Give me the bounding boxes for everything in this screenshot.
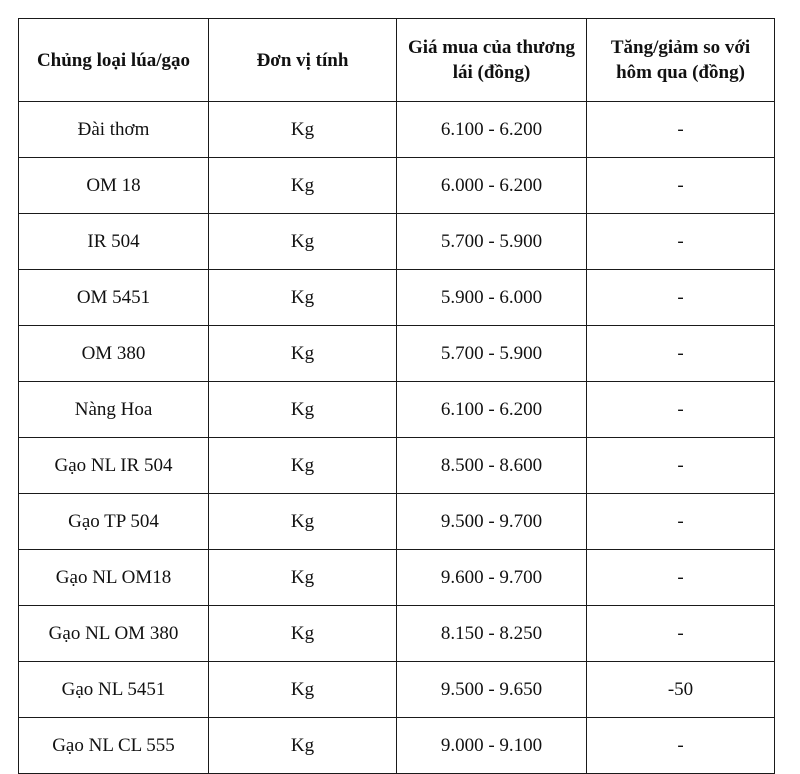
trader-price-cell: 8.500 - 8.600 bbox=[397, 438, 587, 494]
rice-type-cell: Gạo TP 504 bbox=[19, 494, 209, 550]
trader-price-cell: 5.900 - 6.000 bbox=[397, 270, 587, 326]
trader-price-cell: 9.600 - 9.700 bbox=[397, 550, 587, 606]
header-row bbox=[19, 19, 775, 102]
trader-price-cell: 9.500 - 9.650 bbox=[397, 662, 587, 718]
header-daily-change: Tăng/giảm so với hôm qua (đồng) bbox=[587, 19, 775, 102]
table-row bbox=[19, 326, 775, 382]
table-row bbox=[19, 606, 775, 662]
header-unit: Đơn vị tính bbox=[209, 19, 397, 102]
rice-type-cell: Gạo NL OM 380 bbox=[19, 606, 209, 662]
rice-type-cell: OM 5451 bbox=[19, 270, 209, 326]
table-row bbox=[19, 270, 775, 326]
trader-price-cell: 5.700 - 5.900 bbox=[397, 326, 587, 382]
daily-change-cell: - bbox=[587, 270, 775, 326]
table-row bbox=[19, 382, 775, 438]
rice-price-table bbox=[18, 18, 775, 774]
daily-change-cell: - bbox=[587, 158, 775, 214]
unit-cell: Kg bbox=[209, 662, 397, 718]
unit-cell: Kg bbox=[209, 214, 397, 270]
unit-cell: Kg bbox=[209, 438, 397, 494]
daily-change-cell: - bbox=[587, 382, 775, 438]
unit-cell: Kg bbox=[209, 326, 397, 382]
table-row bbox=[19, 438, 775, 494]
table-row bbox=[19, 102, 775, 158]
rice-type-cell: Nàng Hoa bbox=[19, 382, 209, 438]
table-row bbox=[19, 718, 775, 774]
trader-price-cell: 6.000 - 6.200 bbox=[397, 158, 587, 214]
table-row bbox=[19, 550, 775, 606]
daily-change-cell: - bbox=[587, 102, 775, 158]
daily-change-cell: - bbox=[587, 214, 775, 270]
daily-change-cell: -50 bbox=[587, 662, 775, 718]
header-rice-type: Chủng loại lúa/gạo bbox=[19, 19, 209, 102]
trader-price-cell: 9.500 - 9.700 bbox=[397, 494, 587, 550]
unit-cell: Kg bbox=[209, 550, 397, 606]
table-row bbox=[19, 214, 775, 270]
rice-type-cell: Đài thơm bbox=[19, 102, 209, 158]
unit-cell: Kg bbox=[209, 382, 397, 438]
unit-cell: Kg bbox=[209, 158, 397, 214]
daily-change-cell: - bbox=[587, 494, 775, 550]
unit-cell: Kg bbox=[209, 270, 397, 326]
daily-change-cell: - bbox=[587, 326, 775, 382]
daily-change-cell: - bbox=[587, 550, 775, 606]
table-row bbox=[19, 158, 775, 214]
rice-type-cell: Gạo NL IR 504 bbox=[19, 438, 209, 494]
rice-type-cell: Gạo NL OM18 bbox=[19, 550, 209, 606]
daily-change-cell: - bbox=[587, 438, 775, 494]
table-row bbox=[19, 662, 775, 718]
trader-price-cell: 5.700 - 5.900 bbox=[397, 214, 587, 270]
daily-change-cell: - bbox=[587, 606, 775, 662]
table-row bbox=[19, 494, 775, 550]
rice-type-cell: OM 18 bbox=[19, 158, 209, 214]
unit-cell: Kg bbox=[209, 494, 397, 550]
rice-type-cell: OM 380 bbox=[19, 326, 209, 382]
rice-type-cell: Gạo NL CL 555 bbox=[19, 718, 209, 774]
trader-price-cell: 8.150 - 8.250 bbox=[397, 606, 587, 662]
header-trader-price: Giá mua của thương lái (đồng) bbox=[397, 19, 587, 102]
rice-type-cell: Gạo NL 5451 bbox=[19, 662, 209, 718]
trader-price-cell: 9.000 - 9.100 bbox=[397, 718, 587, 774]
trader-price-cell: 6.100 - 6.200 bbox=[397, 102, 587, 158]
daily-change-cell: - bbox=[587, 718, 775, 774]
unit-cell: Kg bbox=[209, 606, 397, 662]
table-header bbox=[19, 19, 775, 102]
table-body bbox=[19, 102, 775, 774]
rice-type-cell: IR 504 bbox=[19, 214, 209, 270]
unit-cell: Kg bbox=[209, 102, 397, 158]
unit-cell: Kg bbox=[209, 718, 397, 774]
trader-price-cell: 6.100 - 6.200 bbox=[397, 382, 587, 438]
